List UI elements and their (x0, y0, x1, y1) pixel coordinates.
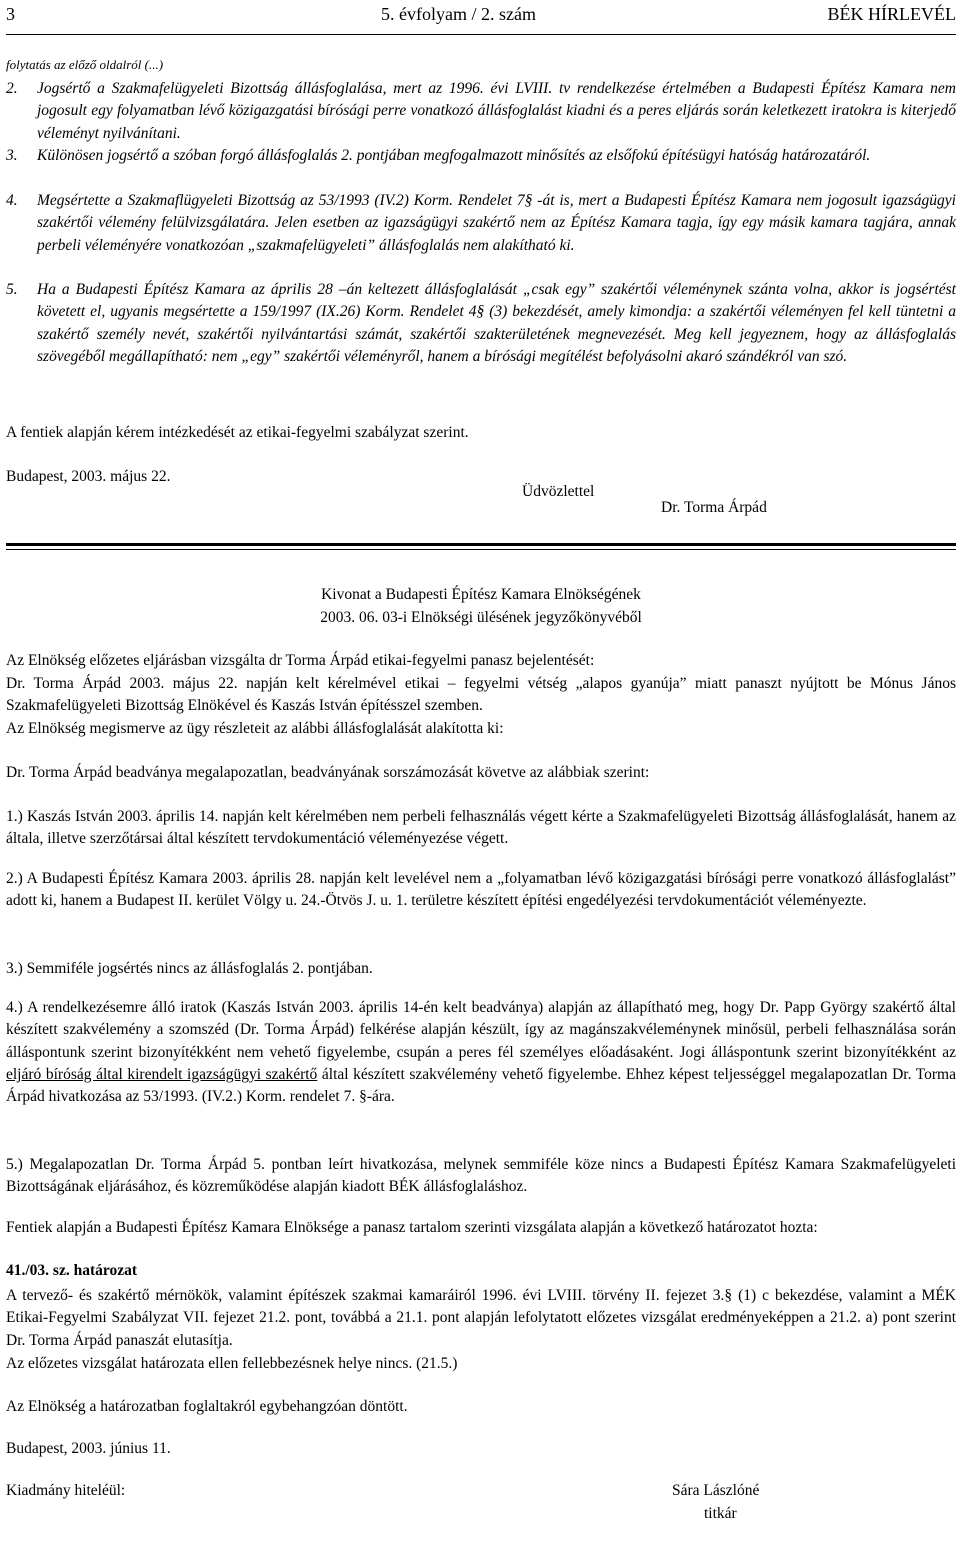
letter-signature: Dr. Torma Árpád (661, 499, 767, 516)
complaint-item-5: 5. Ha a Budapesti Építész Kamara az április 28 –án keltezett állásfoglalását „csak egy” szakértői véleménynek szánta volna, akkor is jogsértést követett el, ugyanis megsértette a 159/1997 (IX.26) Korm. Rendelet 4§ (3) bekezdését, amely kimondja: a szakértői véleményen fel kell tüntetni a szakértő személy nevét, szakértői nyilvántartási számát, szakértői szakterületének megnevezését. Meg kell jegyeznem, hogy az állásfoglalás szövegéből megállapítható: nem „egy” szakértői véleményről, hanem a bírósági megítélést befolyásolni akaró szándékról van szó. (6, 281, 956, 365)
intro-paragraph-2: Dr. Torma Árpád 2003. május 22. napján kelt kérelmével etikai – fegyelmi vétség „alapos gyanúja” miatt panaszt nyújtott be Mónus János Szakmafelügyeleti Bizottság Elnökével és Kaszás István építésszel szemben. (6, 675, 956, 715)
publication-title: BÉK HÍRLEVÉL (827, 4, 956, 24)
unanimous-note: Az Elnökség a határozatban foglaltakról egybehangzóan döntött. (6, 1398, 408, 1415)
finding-1: 1.) Kaszás István 2003. április 14. napján kelt kérelmében nem perbeli felhasználás végett kérte a Szakmafelügyeleti Bizottság állásfoglalását, hanem az általa, illetve szerzőtársai által készített tervdokumentáció véleményezése végett. (6, 808, 956, 848)
extract-subtitle: 2003. 06. 03-i Elnökségi ülésének jegyzőkönyvéből (320, 609, 642, 626)
section-rule-thin (6, 549, 956, 550)
finding-5: 5.) Megalapozatlan Dr. Torma Árpád 5. pontban leírt hivatkozása, melynek semmiféle köze nincs a Budapesti Építész Kamara Szakmafelügyeleti Bizottságának eljárásához, és közreműködése alapján kiadott BÉK állásfoglaláshoz. (6, 1156, 956, 1196)
resolution-text: A tervező- és szakértő mérnökök, valamint építészek szakmai kamaráiról 1996. évi LVIII. törvény II. fejezet 3.§ (1) c bekezdése, valamint a MÉK Etikai-Fegyelmi Szabályzat VII. fejezet 21.2. pont, továbbá a 21.1. pont alapján lefolytatott előzetes vizsgálat eredményeképpen a 21.2. a) pont szerint Dr. Torma Árpád panaszát elutasítja. (6, 1287, 956, 1349)
extract-title: Kivonat a Budapesti Építész Kamara Elnökségének (321, 586, 641, 603)
complaint-item-2: 2. Jogsértő a Szakmafelügyeleti Bizottság állásfoglalása, mert az 1996. évi LVIII. tv rendelkezése értelmében a Budapesti Építész Kamara nem jogosult egy folyamatban lévő közigazgatási bírósági perre vonatkozó állásfoglalást kiadni és a peres eljárás során keletkezett iratokra is kiterjedő véleményt nyilvánítani. (6, 80, 956, 142)
greeting: Üdvözlettel (522, 483, 595, 500)
underlined-phrase: eljáró bíróság által kirendelt igazságügyi szakértő (6, 1065, 318, 1083)
complaint-item-3: 3. Különösen jogsértő a szóban forgó állásfoglalás 2. pontjában megfogalmazott minősítés az elsőfokú építésügyi hatóság határozatáról. (6, 147, 871, 164)
request-line: A fentiek alapján kérem intézkedését az etikai-fegyelmi szabályzat szerint. (6, 424, 469, 441)
section-rule-thick (6, 543, 956, 546)
page-number: 3 (6, 4, 15, 24)
header-rule (6, 34, 956, 35)
intro-paragraph-1: Az Elnökség előzetes eljárásban vizsgálta dr Torma Árpád etikai-fegyelmi panasz bejelentését: (6, 652, 595, 669)
decision-intro: Fentiek alapján a Budapesti Építész Kamara Elnöksége a panasz tartalom szerinti vizsgálata alapján a következő határozatot hozta: (6, 1219, 818, 1236)
page-header (6, 4, 956, 30)
signer-name: Sára Lászlóné (672, 1482, 760, 1499)
appeal-note: Az előzetes vizsgálat határozata ellen fellebbezésnek helye nincs. (21.5.) (6, 1355, 458, 1372)
issue-label: 5. évfolyam / 2. szám (381, 4, 536, 24)
authenticated-label: Kiadmány hiteléül: (6, 1482, 126, 1499)
letter-date: Budapest, 2003. május 22. (6, 468, 171, 485)
finding-3: 3.) Semmiféle jogsértés nincs az állásfoglalás 2. pontjában. (6, 960, 373, 977)
continuation-note: folytatás az előző oldalról (...) (6, 57, 164, 72)
resolution-number: 41./03. sz. határozat (6, 1262, 138, 1279)
complaint-item-4: 4. Megsértette a Szakmaflügyeleti Bizottság az 53/1993 (IV.2) Korm. Rendelet 7§ -át is, mert a Budapesti Építész Kamara nem jogosult igazságügyi szakértői vélemény felülvizsgálatára. Jelen esetben az igazságügyi szakértő nem az Építész Kamara tagja, így egy másik kamara tagjára, annak perbeli véleményére vonatkozóan „szakmafelügyeleti” állásfoglalás nem alakítható ki. (6, 192, 956, 254)
finding-intro: Dr. Torma Árpád beadványa megalapozatlan, beadványának sorszámozását követve az alábbiak szerint: (6, 764, 650, 781)
finding-2: 2.) A Budapesti Építész Kamara 2003. április 28. napján kelt levelével nem a „folyamatban lévő közigazgatási bírósági perre vonatkozó állásfoglalást” adott ki, hanem a Budapest II. kerület Völgy u. 24.-Ötvös J. u. 1. területre készített építési engedélyezési tervdokumentációt véleményezte. (6, 870, 956, 910)
intro-paragraph-3: Az Elnökség megismerve az ügy részleteit az alábbi állásfoglalását alakította ki: (6, 720, 504, 737)
finding-4: 4.) A rendelkezésemre álló iratok (Kaszás István 2003. április 14-én kelt beadványa) alapján az állapítható meg, hogy Dr. Papp György szakértő által készített szakvélemény a szomszéd (Dr. Torma Árpád) felkérése alapján készült, így az magánszakvéleménynek minősül, perbeli felhasználása során álláspontunk szerint bizonyítékként nem vehető figyelembe, csupán a peres fél személyes előadásaként. Jogi álláspontunk szerint bizonyítékként az eljáró bíróság által kirendelt igazságügyi szakértő által készített szakvélemény vehető figyelembe. Ehhez képest teljességgel megalapozatlan Dr. Torma Árpád hivatkozása az 53/1993. (IV.2.) Korm. rendelet 7. §-ára. (6, 999, 956, 1106)
signer-title: titkár (704, 1505, 737, 1522)
final-date: Budapest, 2003. június 11. (6, 1440, 171, 1457)
